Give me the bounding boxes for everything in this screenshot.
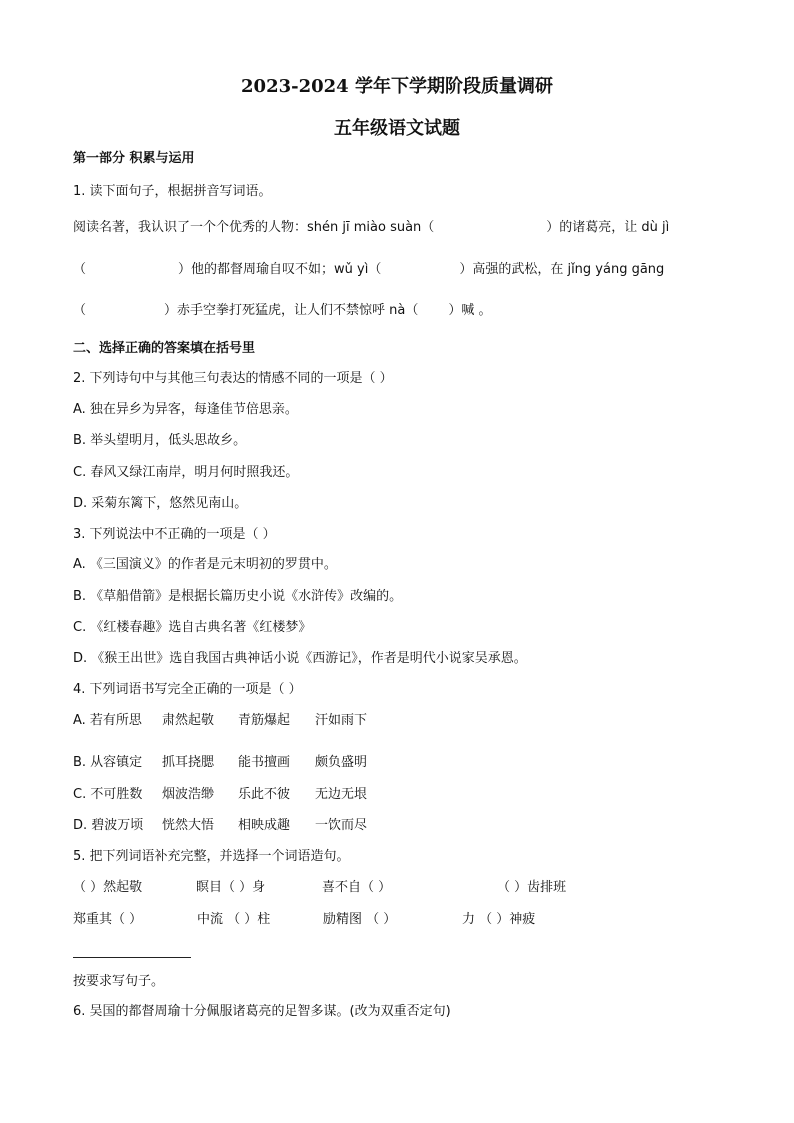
fill-word[interactable]: 励精图 （ ） [323,912,397,927]
question-4-stem: 4. 下列词语书写完全正确的一项是（ ） [73,682,302,697]
section-heading-part2: 二、选择正确的答案填在括号里 [73,341,256,356]
word: A. 若有所思 [73,713,142,728]
question-2-option-c[interactable]: C. 春风又绿江南岸，明月何时照我还。 [73,465,299,480]
question-3-stem: 3. 下列说法中不正确的一项是（ ） [73,527,276,542]
question-3-option-a[interactable]: A. 《三国演义》的作者是元末明初的罗贯中。 [73,557,337,572]
word: 肃然起敬 [162,713,215,728]
question-3-option-b[interactable]: B. 《草船借箭》是根据长篇历史小说《水浒传》改编的。 [73,589,403,604]
answer-line[interactable] [73,957,191,958]
word: 相映成趣 [238,818,291,833]
question-1-line-2 [73,261,664,279]
question-6-stem: 6. 吴国的都督周瑜十分佩服诸葛亮的足智多谋。(改为双重否定句) [73,1004,451,1019]
question-3-option-d[interactable]: D. 《猴王出世》选自我国古典神话小说《西游记》，作者是明代小说家吴承恩。 [73,651,527,666]
word: C. 不可胜数 [73,787,143,802]
question-1-stem: 1. 读下面句子，根据拼音写词语。 [73,184,272,199]
question-1-line-1 [73,219,669,237]
word: 无边无垠 [315,787,368,802]
rewrite-instruction: 按要求写句子。 [73,974,165,989]
word: D. 碧波万顷 [73,818,144,833]
fill-word[interactable]: 郑重其（ ） [73,912,143,927]
word: 抓耳挠腮 [162,755,215,770]
q1-line3-text-b: ）赤手空拳打死猛虎，让人们不禁惊呼 nà（ [164,303,419,318]
q1-line2-text-a: （ [73,262,87,277]
word: B. 从容镇定 [73,755,143,770]
word: 一饮而尽 [315,818,368,833]
question-2-option-d[interactable]: D. 采菊东篱下，悠然见南山。 [73,496,248,511]
fill-word[interactable]: （ ）然起敬 [73,880,143,895]
question-5-stem: 5. 把下列词语补充完整，并选择一个词语造句。 [73,849,350,864]
word: 烟波浩缈 [162,787,215,802]
word: 能书擅画 [238,755,291,770]
word: 汗如雨下 [315,713,368,728]
question-3-option-c[interactable]: C. 《红楼春趣》选自古典名著《红楼梦》 [73,620,312,635]
q1-line1-text-a: 阅读名著，我认识了一个个优秀的人物：shén jī miào suàn（ [73,220,435,235]
q1-line2-text-b: ）他的都督周瑜自叹不如；wǔ yì（ [178,262,382,277]
word: 乐此不彼 [238,787,291,802]
question-2-option-a[interactable]: A. 独在异乡为异客，每逢佳节倍思亲。 [73,402,298,417]
q1-line2-text-c: ）高强的武松，在 jǐng yáng gāng [459,262,665,277]
q1-line3-text-a: （ [73,303,87,318]
fill-word[interactable]: 中流 （ ）柱 [197,912,271,927]
section-heading-part1: 第一部分 积累与运用 [73,151,195,166]
exam-title: 2023-2024 学年下学期阶段质量调研 [241,76,553,97]
q1-line1-text-b: ）的诸葛亮，让 dù jì [546,220,670,235]
question-2-stem: 2. 下列诗句中与其他三句表达的情感不同的一项是（ ） [73,371,393,386]
exam-subtitle: 五年级语文试题 [334,118,460,139]
question-2-option-b[interactable]: B. 举头望明月，低头思故乡。 [73,433,247,448]
fill-word[interactable]: 瞑目（ ）身 [196,880,266,895]
word: 青筋爆起 [238,713,291,728]
word: 颇负盛明 [315,755,368,770]
fill-word[interactable]: 力 （ ）神疲 [462,912,536,927]
question-1-line-3 [73,302,492,320]
q1-line3-text-c: ）喊 。 [448,303,492,318]
fill-word[interactable]: 喜不自（ ） [322,880,392,895]
word: 恍然大悟 [162,818,215,833]
fill-word[interactable]: （ ）齿排班 [497,880,567,895]
